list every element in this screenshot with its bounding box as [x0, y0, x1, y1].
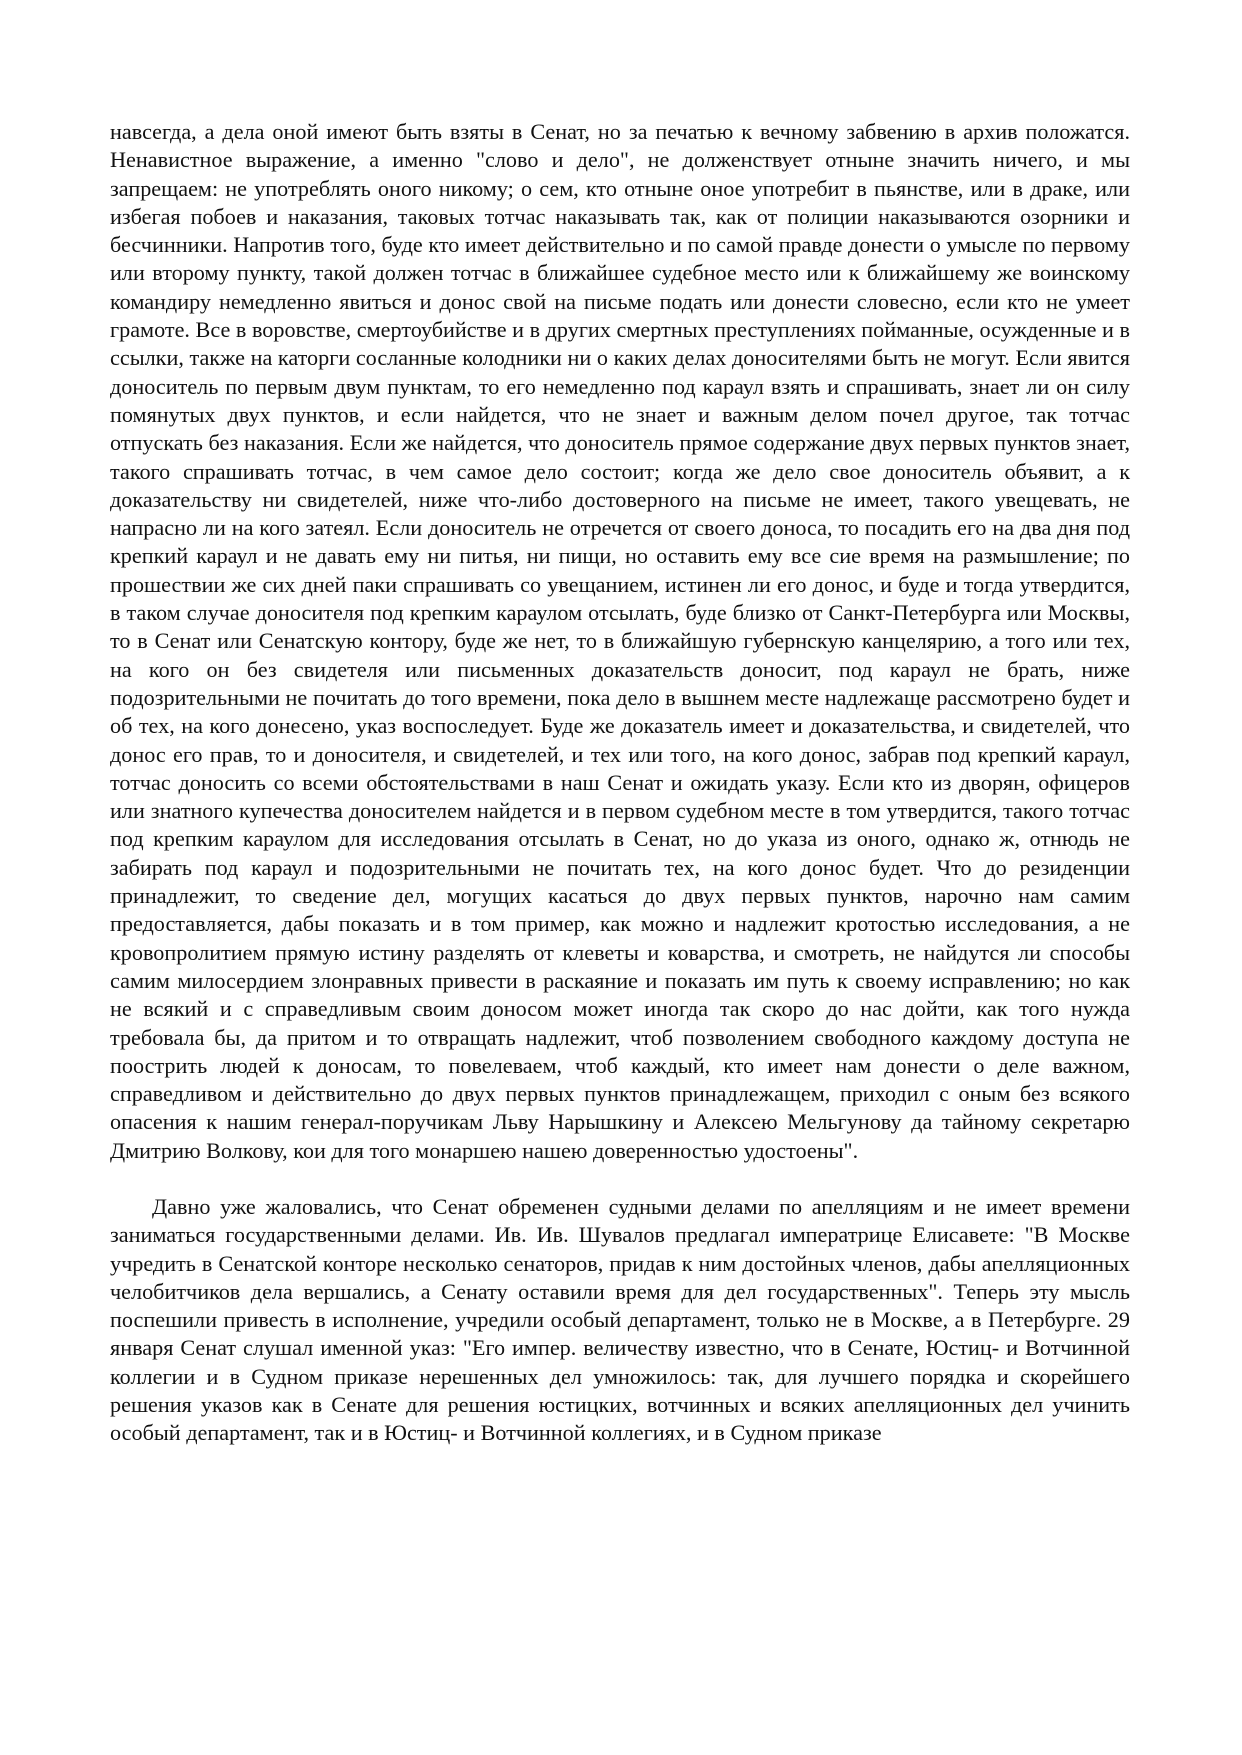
document-page — [110, 118, 1130, 1448]
paragraph-senate-departments: Давно уже жаловались, что Сенат обременен судными делами по апелляциям и не имеет времени заниматься государственными делами. Ив. Ив. Шувалов предлагал императрице Елисавете: "В Москве учредить в Сенатской конторе несколько сенаторов, придав к ним достойных членов, дабы апелляционных челобитчиков дела вершались, а Сенату оставили время для дел государственных". Теперь эту мысль поспешили привесть в исполнение, учредили особый департамент, только не в Москве, а в Петербурге. 29 января Сенат слушал именной указ: "Его импер. величеству известно, что в Сенате, Юстиц- и Вотчинной коллегии и в Судном приказе нерешенных дел умножилось: так, для лучшего порядка и скорейшего решения указов как в Сенате для решения юстицких, вотчинных и всяких апелляционных дел учинить особый департамент, так и в Юстиц- и Вотчинной коллегиях, и в Судном приказе — [110, 1193, 1130, 1446]
paragraph-continued: навсегда, а дела оной имеют быть взяты в Сенат, но за печатью к вечному забвению в архив положатся. Ненавистное выражение, а именно "слово и дело", не долженствует отныне значить ничего, и мы запрещаем: не употреблять оного никому; о сем, кто отныне оное употребит в пьянстве, или в драке, или избегая побоев и наказания, таковых тотчас наказывать так, как от полиции наказываются озорники и бесчинники. Напротив того, буде кто имеет действительно и по самой правде донести о умысле по первому или второму пункту, такой должен тотчас в ближайшее судебное место или к ближайшему же воинскому командиру немедленно явиться и донос свой на письме подать или донести словесно, если кто не умеет грамоте. Все в воровстве, смертоубийстве и в других смертных преступлениях пойманные, осужденные и в ссылки, также на каторги сосланные колодники ни о каких делах доносителями быть не могут. Если явится доноситель по первым двум пунктам, то его немедленно под караул взять и спрашивать, знает ли он силу помянутых двух пунктов, и если найдется, что не знает и важным делом почел другое, так тотчас отпускать без наказания. Если же найдется, что доноситель прямое содержание двух первых пунктов знает, такого спрашивать тотчас, в чем самое дело состоит; когда же дело свое доноситель объявит, а к доказательству ни свидетелей, ниже что-либо достоверного на письме не имеет, такого увещевать, не напрасно ли на кого затеял. Если доноситель не отречется от своего доноса, то посадить его на два дня под крепкий караул и не давать ему ни питья, ни пищи, но оставить ему все сие время на размышление; по прошествии же сих дней паки спрашивать со увещанием, истинен ли его донос, и буде и тогда утвердится, в таком случае доносителя под крепким караулом отсылать, буде близко от Санкт-Петербурга или Москвы, то в Сенат или Сенатскую контору, буде же нет, то в ближайшую губернскую канцелярию, а того или тех, на кого он без свидетеля или письменных доказательств доносит, под караул не брать, ниже подозрительными не почитать до того времени, пока дело в вышнем месте надлежаще рассмотрено будет и об тех, на кого донесено, указ воспоследует. Буде же доказатель имеет и доказательства, и свидетелей, что донос его прав, то и доносителя, и свидетелей, и тех или того, на кого донос, забрав под крепкий караул, тотчас доносить со всеми обстоятельствами в наш Сенат и ожидать указу. Если кто из дворян, офицеров или знатного купечества доносителем найдется и в первом судебном месте в том утвердится, такого тотчас под крепким караулом для исследования отсылать в Сенат, но до указа из оного, однако ж, отнюдь не забирать под караул и подозрительными не почитать тех, на кого донос будет. Что до резиденции принадлежит, то сведение дел, могущих касаться до двух первых пунктов, нарочно нам самим предоставляется, дабы показать и в том пример, как можно и надлежит кротостью исследования, а не кровопролитием прямую истину разделять от клеветы и коварства, и смотреть, не найдутся ли способы самим милосердием злонравных привести в раскаяние и показать им путь к своему исправлению; но как не всякий и с справедливым своим доносом может иногда так скоро до нас дойти, как того нужда требовала бы, да притом и то отвращать надлежит, чтоб позволением свободного каждому доступа не поострить людей к доносам, то повелеваем, чтоб каждый, кто имеет нам донести о деле важном, справедливом и действительно до двух первых пунктов принадлежащем, приходил с оным без всякого опасения к нашим генерал-поручикам Льву Нарышкину и Алексею Мельгунову да тайному секретарю Дмитрию Волкову, кои для того монаршею нашею доверенностью удостоены". — [110, 119, 1130, 1163]
